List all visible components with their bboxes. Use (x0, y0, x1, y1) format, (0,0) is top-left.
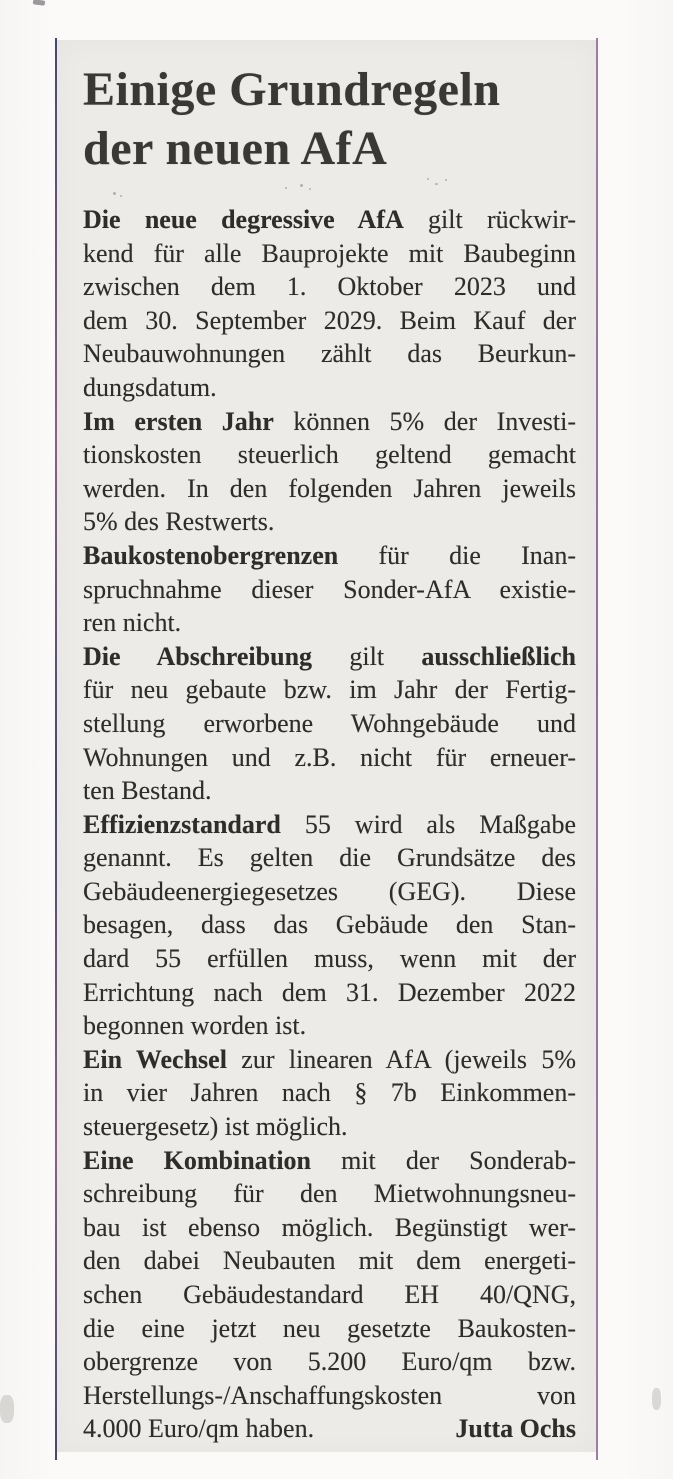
text-run: kend für alle Bauprojekte mit Baubeginn (83, 238, 576, 268)
article-line (83, 539, 576, 573)
article-clipping (57, 40, 596, 1452)
text-run: zwischen dem 1. Oktober 2023 und (83, 272, 576, 302)
article-line (83, 741, 576, 775)
article-line (83, 237, 576, 271)
article-line (83, 908, 576, 942)
text-run: Gebäudeenergiegesetzes (GEG). Diese (83, 876, 576, 906)
text-run: für die Inan- (338, 540, 576, 570)
text-run: für neu gebaute bzw. im Jahr der Fertig- (83, 675, 576, 705)
article-line (83, 942, 576, 976)
text-run: stellung erworbene Wohngebäude und (83, 708, 576, 738)
lead-in-bold: Baukostenobergrenzen (83, 540, 339, 570)
lead-in-bold: Die Abschreibung (83, 641, 313, 671)
text-run: Wohnungen und z.B. nicht für erneuer- (83, 742, 576, 772)
text-run: bau ist ebenso möglich. Begünstigt wer- (83, 1212, 576, 1242)
text-run: die eine jetzt neu gesetzte Baukosten- (83, 1313, 576, 1343)
article-line (83, 606, 576, 640)
article-line (83, 1043, 576, 1077)
lead-in-bold: Die neue degressive AfA (83, 205, 404, 234)
text-run: mit der Sonderab- (311, 1145, 576, 1175)
article-line (83, 371, 576, 405)
text-run: dungsdatum. (83, 372, 217, 402)
text-run: dem 30. September 2029. Beim Kauf der (83, 305, 576, 335)
text-run: den dabei Neubauten mit dem energeti- (83, 1246, 576, 1276)
text-run: 5% des Restwerts. (83, 507, 275, 537)
article-body (83, 203, 576, 1446)
column-rule-right (596, 38, 598, 1460)
text-run: schen Gebäudestandard EH 40/QNG, (83, 1280, 576, 1309)
scan-smudge (652, 1388, 661, 1410)
scan-speckle (113, 192, 116, 195)
article-line (83, 1412, 576, 1446)
text-run: 55 wird als Maßgabe (280, 809, 576, 839)
text-run: tionskosten steuerlich geltend gemacht (83, 440, 576, 470)
scan-speckle (427, 178, 429, 180)
article-line (83, 875, 576, 909)
article-line (83, 640, 576, 674)
paragraph (83, 203, 576, 405)
lead-in-bold: Ein Wechsel (83, 1044, 227, 1074)
article-line (83, 1076, 576, 1110)
text-run: ten Bestand. (83, 776, 212, 806)
article-line (83, 707, 576, 741)
article-content (83, 40, 576, 1446)
paragraph (83, 539, 576, 640)
text-run: genannt. Es gelten die Grundsätze des (83, 843, 576, 873)
text-run: Herstellungs-/Anschaffungskosten von (83, 1380, 576, 1410)
article-line (83, 1177, 576, 1211)
text-run: ren nicht. (83, 608, 182, 638)
article-line (83, 774, 576, 808)
paragraph (83, 808, 576, 1043)
scan-speckle (300, 184, 303, 187)
scan-smudge (0, 1395, 14, 1423)
article-line (83, 1110, 576, 1144)
scan-speckle (309, 188, 311, 190)
article-line (83, 1009, 576, 1043)
text-run: Errichtung nach dem 31. Dezember 2022 (83, 977, 576, 1007)
headline (83, 40, 576, 178)
text-run: gilt (312, 641, 422, 671)
scan-speckle (435, 183, 438, 185)
article-line (83, 203, 576, 237)
lead-in-bold: ausschließlich (421, 641, 576, 671)
article-line (83, 1244, 576, 1278)
article-line (83, 808, 576, 842)
headline-line-2: der neuen AfA (83, 122, 388, 175)
text-run: 4.000 Euro/qm haben. (83, 1414, 315, 1444)
text-run: besagen, dass das Gebäude den Stan- (83, 910, 576, 940)
headline-line-1: Einige Grundregeln (83, 63, 501, 116)
text-run: Neubauwohnungen zählt das Beurkun- (83, 339, 576, 369)
article-line (83, 337, 576, 371)
article-line (83, 673, 576, 707)
lead-in-bold: Eine Kombination (83, 1145, 312, 1175)
text-run: werden. In den folgenden Jahren jeweils (83, 473, 576, 503)
article-line (83, 1211, 576, 1245)
scan-speckle (120, 195, 122, 197)
article-line (83, 505, 576, 539)
text-run: begonnen worden ist. (83, 1011, 307, 1041)
article-line (83, 976, 576, 1010)
article-line (83, 1379, 576, 1413)
text-run: steuergesetz) ist möglich. (83, 1112, 348, 1142)
scan-mark (33, 0, 46, 6)
article-line (83, 841, 576, 875)
scan-speckle (285, 187, 287, 189)
text-run: können 5% der Investi- (273, 406, 576, 436)
text-run: spruchnahme dieser Sonder-AfA existie- (83, 574, 576, 604)
lead-in-bold: Im ersten Jahr (83, 406, 274, 436)
paragraph (83, 405, 576, 539)
article-line (83, 472, 576, 506)
article-line (83, 1312, 576, 1346)
scan-speckle (445, 179, 447, 181)
article-line (83, 270, 576, 304)
paragraph (83, 1144, 576, 1446)
article-line (83, 1144, 576, 1178)
article-line (83, 304, 576, 338)
article-line (83, 405, 576, 439)
text-run: obergrenze von 5.200 Euro/qm bzw. (83, 1347, 576, 1377)
text-run: in vier Jahren nach § 7b Einkommen- (83, 1078, 576, 1108)
text-run: zur linearen AfA (jeweils 5% (226, 1044, 576, 1074)
byline: Jutta Ochs (455, 1414, 576, 1444)
lead-in-bold: Effizienzstandard (83, 809, 281, 839)
paragraph (83, 640, 576, 808)
paragraph (83, 1043, 576, 1144)
text-run: gilt rückwir- (403, 205, 576, 234)
article-line (83, 438, 576, 472)
article-line (83, 1278, 576, 1312)
article-line (83, 1345, 576, 1379)
text-run: dard 55 erfüllen muss, wenn mit der (83, 944, 576, 974)
article-line (83, 573, 576, 607)
text-run: schreibung für den Mietwohnungsneu- (83, 1179, 576, 1209)
